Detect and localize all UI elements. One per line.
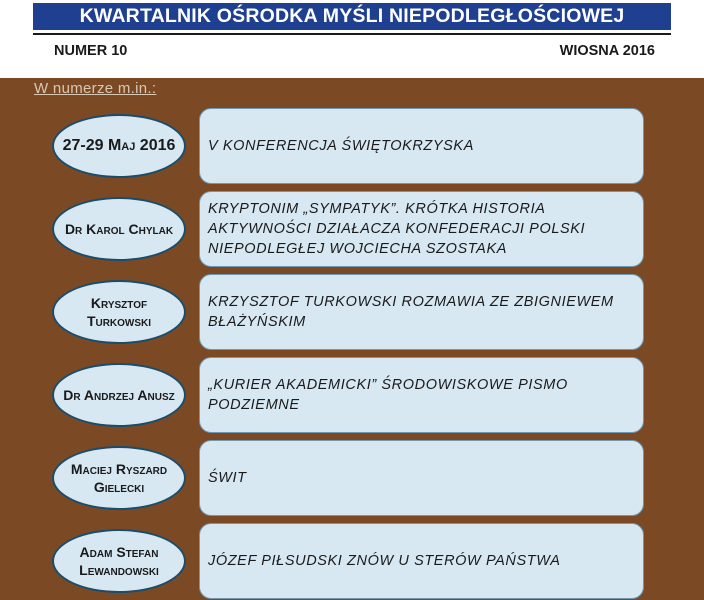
item-title[interactable]: KRYPTONIM „SYMPATYK”. KRÓTKA HISTORIA AKTYWNOŚCI DZIAŁACZA KONFEDERACJI POLSKI NIEPODLEGŁEJ WOJCIECHA SZOSTAKA xyxy=(199,191,644,267)
item-title[interactable]: KRZYSZTOF TURKOWSKI ROZMAWIA ZE ZBIGNIEWEM BŁAŻYŃSKIM xyxy=(199,274,644,350)
item-author: Dr Andrzej Anusz xyxy=(52,363,186,427)
item-author: Maciej Ryszard Gielecki xyxy=(52,446,186,510)
item-title[interactable]: ŚWIT xyxy=(199,440,644,516)
item-author: 27-29 Maj 2016 xyxy=(52,114,186,178)
item-author: Dr Karol Chylak xyxy=(52,197,186,261)
contents-label: W numerze m.in.: xyxy=(34,80,157,97)
issue-number: NUMER 10 xyxy=(54,43,128,59)
item-title[interactable]: V KONFERENCJA ŚWIĘTOKRZYSKA xyxy=(199,108,644,184)
header-divider xyxy=(33,33,671,35)
item-title[interactable]: „KURIER AKADEMICKI” ŚRODOWISKOWE PISMO PODZIEMNE xyxy=(199,357,644,433)
item-title[interactable]: JÓZEF PIŁSUDSKI ZNÓW U STERÓW PAŃSTWA xyxy=(199,523,644,599)
journal-title-banner: KWARTALNIK OŚRODKA MYŚLI NIEPODLEGŁOŚCIOWEJ xyxy=(33,3,671,30)
issue-season: WIOSNA 2016 xyxy=(559,43,655,59)
item-author: Krysztof Turkowski xyxy=(52,280,186,344)
item-author: Adam Stefan Lewandowski xyxy=(52,529,186,593)
